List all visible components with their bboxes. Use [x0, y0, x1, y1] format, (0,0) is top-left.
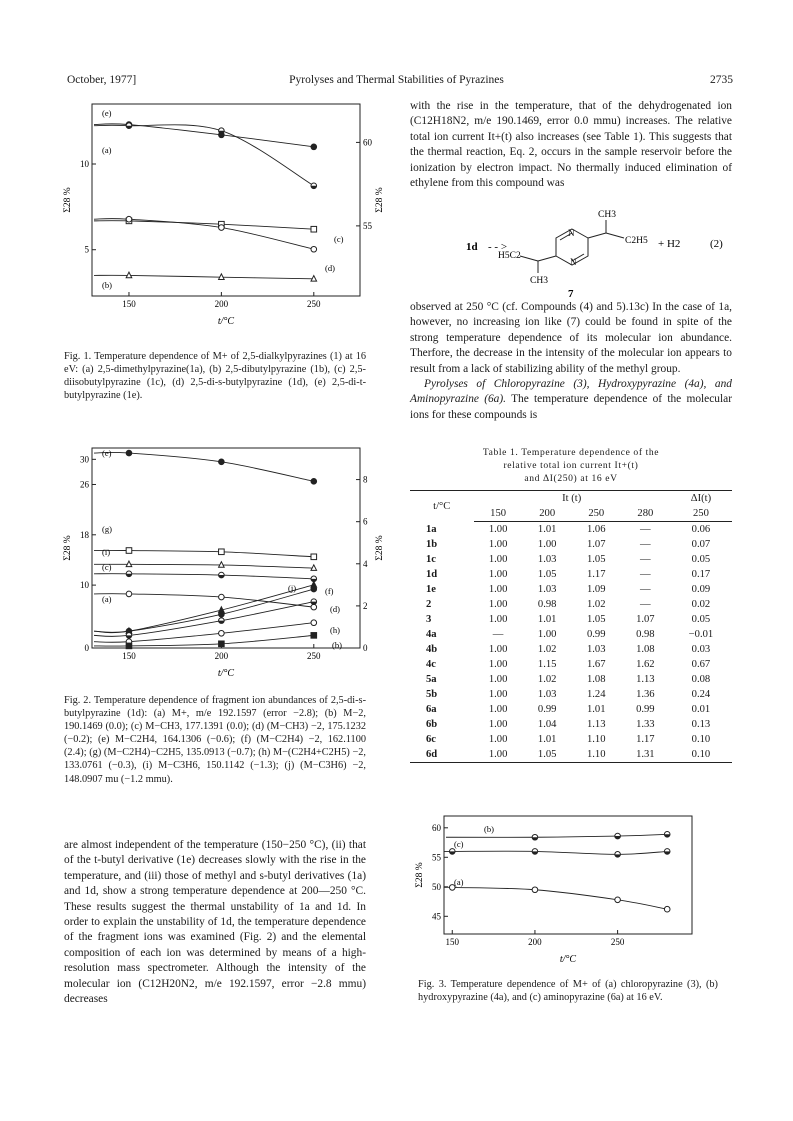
- series-label: (e): [102, 448, 112, 458]
- y-tick-label-left: 50: [432, 881, 441, 892]
- y-tick-label-right: 6: [363, 516, 368, 527]
- y-tick-label-right: 4: [363, 558, 368, 569]
- x-axis-label: t/°C: [217, 668, 235, 679]
- data-point: [311, 246, 317, 252]
- table-cell: 1.01: [537, 614, 557, 625]
- y-axis-label-left: Σ28 %: [63, 187, 73, 213]
- table-cell: 1.00: [488, 659, 508, 670]
- x-tick-label: 250: [610, 937, 625, 947]
- row-compound: 1c: [426, 554, 436, 565]
- table-cell: 1.05: [586, 614, 606, 625]
- y-tick-label-left: 5: [84, 244, 89, 255]
- series-line: [94, 452, 314, 481]
- row-compound: 6d: [410, 747, 474, 763]
- table-row: [410, 747, 732, 763]
- table-cell: 1.06: [586, 524, 606, 535]
- y-tick-label-left: 10: [80, 580, 89, 591]
- page-number: 2735: [710, 74, 733, 86]
- table-cell: 0.99: [586, 629, 606, 640]
- table-row: [410, 642, 732, 657]
- data-point: [219, 630, 225, 636]
- table-row: [410, 567, 732, 582]
- data-point: [311, 144, 317, 150]
- series-label: (a): [102, 145, 112, 155]
- table-1-body: [410, 522, 732, 763]
- table-row: [410, 687, 732, 702]
- row-compound: 1a: [426, 523, 437, 535]
- paragraph: with the rise in the temperature, that of the dehydrogenated ion (C12H18N2, m/e 190.1469, error 0.0 mmu) increases. The relative total ion current It+(t) also increases (see Table 1). This suggests that the thermal reaction, Eq. 2, occurs in the sample reservoir before the ionization by electron impact. No thermally induced elimination of ethylene from this compound was: [410, 100, 732, 190]
- data-point: [126, 643, 132, 649]
- table-cell: —: [640, 554, 651, 565]
- scheme-c2h5-right: C2H5: [625, 236, 648, 246]
- table-row: [410, 597, 732, 612]
- series-label: (b): [332, 640, 342, 650]
- table-cell: 1.07: [636, 614, 655, 625]
- table-cell: 1.04: [537, 719, 557, 730]
- x-tick-label: 250: [307, 299, 321, 309]
- plot-frame: [444, 816, 692, 934]
- scheme-arrow: - - >: [488, 241, 508, 253]
- data-point: [219, 612, 225, 618]
- series-label: (a): [102, 594, 112, 604]
- scheme-h5c2-left: H5C2: [498, 251, 521, 261]
- col-header-group: It (t): [474, 491, 670, 507]
- paragraph: [410, 377, 732, 423]
- table-cell: 1.00: [488, 719, 508, 730]
- table-cell: 1.03: [586, 644, 606, 655]
- table-row: [410, 627, 732, 642]
- series-label: (c): [102, 562, 112, 572]
- table-cell: 1.17: [586, 569, 606, 580]
- table-cell: 1.00: [537, 539, 557, 550]
- table-cell: 0.05: [691, 614, 711, 625]
- figure-2-caption: Fig. 2. Temperature dependence of fragment ion abundances of 2,5-di-s-butylpyrazine (1d): (a) M+, m/e 192.1597 (error −2.8); (b) M−2, 190.1469 (0.0); (c) M−CH3, 177.1391 (0.0); (d) (M−CH3) −2, 175.1232 (−0.2); (e) M−C2H4, 164.1306 (−0.6); (f) (M−C2H4) −2, 162.1100 (2.4); (g) (M−C2H4)−C2H5, 135.0913 (−0.7); (h) M−(C2H4+C2H5) −2, 133.0761 (−0.3), (i) M−C3H6, 150.1142 (−1.3); (j) (M−C3H6) −2, 148.0907 mu (−1.2 mmu).: [64, 695, 366, 785]
- data-point: [126, 272, 132, 278]
- series-line: [94, 125, 314, 186]
- table-cell: 0.98: [537, 599, 557, 610]
- table-cell: —: [640, 599, 651, 610]
- table-cell: 1.01: [537, 524, 557, 535]
- row-compound: 1e: [426, 584, 436, 595]
- col-header-temp: 200: [523, 506, 572, 522]
- data-point: [219, 594, 225, 600]
- x-tick-label: 200: [214, 299, 229, 309]
- y-tick-label-right: 60: [363, 137, 372, 148]
- table-cell: 1.03: [537, 554, 557, 565]
- y-tick-label-left: 60: [432, 822, 441, 833]
- x-tick-label: 250: [307, 651, 321, 661]
- table-cell: 0.09: [691, 584, 711, 595]
- right-column-text-middle: [410, 300, 732, 450]
- series-label: (d): [330, 604, 340, 614]
- table-cell: 1.02: [586, 599, 606, 610]
- table-cell: —: [492, 629, 504, 640]
- paragraph-text: The temperature dependence of the molecular ions for these compounds is: [410, 393, 732, 421]
- table-cell: 1.03: [537, 584, 557, 595]
- scheme-plus-h2: + H2: [658, 238, 681, 250]
- table-cell: 1.13: [636, 674, 655, 685]
- table-cell: 1.36: [636, 689, 655, 700]
- table-cell: 1.13: [586, 719, 606, 730]
- data-point: [311, 633, 317, 639]
- table-cell: —: [640, 584, 651, 595]
- data-point: [219, 225, 225, 231]
- table-cell: 1.01: [537, 734, 557, 745]
- row-compound: 4c: [426, 659, 436, 670]
- data-point: [311, 586, 317, 592]
- data-point: [126, 591, 132, 597]
- col-header-delta: ΔI(t): [670, 491, 732, 507]
- col-header-temp: 250: [572, 506, 621, 522]
- table-cell: 1.00: [488, 689, 508, 700]
- table-cell: 0.01: [691, 704, 711, 715]
- table-cell: 1.07: [586, 539, 606, 550]
- y-tick-label-left: 18: [80, 529, 89, 540]
- row-compound: 6b: [426, 719, 438, 730]
- table-row: [410, 672, 732, 687]
- x-tick-label: 150: [445, 937, 460, 947]
- col-header-temp: 150: [474, 506, 523, 522]
- row-compound: 5b: [426, 689, 438, 700]
- series-label: (e): [102, 108, 112, 118]
- section-heading: Pyrolyses of Chloropyrazine (3), Hydroxypyrazine (4a), and Aminopyrazine (6a).: [410, 378, 732, 406]
- y-axis-label-right: Σ28 %: [375, 535, 385, 561]
- table-row: [410, 522, 732, 538]
- table-cell: 0.13: [691, 719, 711, 730]
- table-row: [410, 537, 732, 552]
- scheme-eq-number: (2): [710, 238, 723, 250]
- table-cell: 1.10: [572, 747, 621, 763]
- y-tick-label-right: 8: [363, 474, 368, 485]
- row-compound: 4b: [426, 644, 438, 655]
- running-header-date: October, 1977]: [67, 74, 137, 86]
- data-point: [664, 906, 670, 912]
- table-row: [410, 582, 732, 597]
- table-cell: 0.98: [636, 629, 655, 640]
- table-title-line: relative total ion current It+(t): [503, 460, 639, 471]
- table-cell: 1.05: [537, 569, 557, 580]
- data-point: [219, 459, 225, 465]
- data-point: [615, 897, 621, 903]
- table-cell: —: [640, 569, 651, 580]
- table-cell: 0.99: [537, 704, 557, 715]
- table-cell: 1.33: [636, 719, 655, 730]
- table-cell: 1.01: [586, 704, 606, 715]
- table-cell: 1.03: [537, 689, 557, 700]
- row-compound: 6a: [426, 704, 437, 715]
- table-cell: —: [640, 539, 651, 550]
- x-tick-label: 200: [528, 937, 542, 947]
- data-point: [126, 561, 132, 567]
- table-cell: 1.00: [488, 524, 508, 535]
- series-label: (h): [330, 625, 340, 635]
- table-title-line: and ΔI(250) at 16 eV: [524, 473, 618, 484]
- x-tick-label: 150: [122, 299, 136, 309]
- series-label: (a): [454, 877, 464, 887]
- table-cell: 0.24: [691, 689, 711, 700]
- table-cell: 1.10: [586, 734, 606, 745]
- series-label: (b): [102, 280, 112, 290]
- table-cell: 1.17: [636, 734, 655, 745]
- table-cell: 1.00: [537, 629, 557, 640]
- reaction-scheme-eq2: [410, 205, 732, 300]
- table-cell: 1.00: [488, 599, 508, 610]
- table-row: [410, 702, 732, 717]
- data-point: [311, 554, 317, 560]
- figure-1-chart: [60, 96, 385, 346]
- table-cell: 1.15: [537, 659, 557, 670]
- series-label: (c): [454, 839, 464, 849]
- table-cell: 1.02: [537, 674, 557, 685]
- series-label: (b): [484, 824, 494, 834]
- table-cell: 1.67: [586, 659, 606, 670]
- table-cell: 1.00: [488, 584, 508, 595]
- series-label: (c): [334, 234, 344, 244]
- data-point: [311, 479, 317, 485]
- figure-3-caption: Fig. 3. Temperature dependence of M+ of (a) chloropyrazine (3), (b) hydroxypyrazine (4a), and (c) aminopyrazine (6a) at 16 eV.: [418, 979, 718, 1004]
- table-row: [410, 732, 732, 747]
- series-label: (g): [102, 524, 112, 534]
- table-cell: 1.31: [621, 747, 670, 763]
- ring-n-atom: N: [570, 257, 577, 267]
- figure-1-caption: Fig. 1. Temperature dependence of M+ of 2,5-dialkylpyrazines (1) at 16 eV: (a) 2,5-dimethylpyrazine(1a), (b) 2,5-dibutylpyrazine (1b), (c) 2,5-diisobutylpyrazine (1c), (d) 2,5-di-s-butylpyrazine (1d), (e) 2,5-di-t-butylpyrazine (1e).: [64, 351, 366, 402]
- table-cell: 0.06: [691, 524, 711, 535]
- table-cell: 1.00: [488, 734, 508, 745]
- x-tick-label: 150: [122, 651, 136, 661]
- paragraph: are almost independent of the temperature (150−250 °C), (ii) that of the t-butyl derivative (1e) decreases slowly with the rise in the temperature, and (iii) those of methyl and s-butyl derivatives (1a) and 1d, show a strong temperature dependence at 200—250 °C. These results suggest the thermal unstability of 1a and 1d. In order to explain the unstability of 1d, the temperature dependence of the fragment ions was examined (Fig. 2) and the elemental composition of each ion was determined by means of a high-resolution mass spectrometer. Although the intensity of the molecular ion (C12H20N2, m/e 192.1597, error −2.8 mmu) decreases: [64, 839, 366, 1006]
- x-axis-label: t/°C: [217, 316, 235, 327]
- x-tick-label: 200: [214, 651, 229, 661]
- data-point: [219, 549, 225, 555]
- table-cell: −0.01: [688, 629, 714, 640]
- y-tick-label-right: 2: [363, 600, 368, 611]
- data-point: [311, 226, 317, 232]
- paragraph: observed at 250 °C (cf. Compounds (4) and 5).13c) In the case of 1a, however, no increasing ion like (7) could be found in spite of the strong temperature dependence of its molecular ion abundance. Therfore, the decrease in the intensity of the molecular ion appears to result from a lack of stabilizing ability of the methyl group.: [410, 301, 732, 375]
- table-row: [410, 717, 732, 732]
- table-cell: 1.24: [586, 689, 606, 700]
- table-1-title: [410, 446, 732, 485]
- data-point: [219, 274, 225, 280]
- y-tick-label-left: 45: [432, 911, 441, 922]
- series-line: [446, 834, 667, 837]
- table-row: [410, 552, 732, 567]
- col-header-temp: 280: [621, 506, 670, 522]
- table-cell: 1.05: [586, 554, 606, 565]
- table-cell: 1.00: [488, 554, 508, 565]
- scheme-ch3-top: CH3: [598, 210, 616, 220]
- y-tick-label-right: 0: [363, 643, 368, 653]
- y-tick-label-left: 26: [80, 479, 89, 490]
- data-point: [219, 641, 225, 647]
- y-tick-label-left: 10: [80, 159, 89, 169]
- series-line: [444, 851, 667, 854]
- table-cell: 1.08: [586, 674, 606, 685]
- scheme-ch3-bottom: CH3: [530, 276, 548, 286]
- col-header-t: t/°C: [410, 491, 474, 522]
- row-compound: 1b: [426, 539, 438, 550]
- row-compound: 5a: [426, 674, 437, 685]
- row-compound: 1d: [426, 569, 438, 580]
- table-cell: 0.10: [670, 747, 732, 763]
- table-cell: 0.17: [691, 569, 711, 580]
- table-cell: 1.09: [586, 584, 606, 595]
- table-row: [410, 612, 732, 627]
- table-cell: 0.03: [691, 644, 711, 655]
- table-cell: 0.10: [691, 734, 711, 745]
- y-axis-label-right: Σ28 %: [375, 187, 385, 213]
- data-point: [311, 604, 317, 610]
- data-point: [126, 216, 132, 222]
- table-cell: 1.00: [488, 614, 508, 625]
- table-cell: 1.00: [474, 747, 523, 763]
- data-point: [219, 562, 225, 568]
- y-tick-label-left: 55: [432, 852, 441, 863]
- y-tick-label-right: 55: [363, 220, 372, 231]
- y-axis-label-left: Σ28 %: [415, 862, 425, 888]
- row-compound: 6c: [426, 734, 436, 745]
- scheme-product-number: 7: [568, 288, 574, 300]
- x-axis-label: t/°C: [559, 954, 577, 965]
- data-point: [532, 887, 538, 893]
- row-compound: 3: [426, 614, 432, 625]
- running-header-title: Pyrolyses and Thermal Stabilities of Pyrazines: [289, 74, 504, 86]
- table-cell: 0.67: [691, 659, 711, 670]
- scheme-reactant: 1d: [466, 241, 478, 253]
- table-cell: 1.05: [523, 747, 572, 763]
- table-cell: —: [640, 524, 651, 535]
- table-cell: 1.02: [537, 644, 557, 655]
- table-cell: 1.00: [488, 569, 508, 580]
- ring-n-atom: N: [568, 228, 575, 238]
- data-point: [311, 620, 317, 626]
- table-title-line: Table 1. Temperature dependence of the: [482, 447, 660, 458]
- data-point: [126, 548, 132, 554]
- y-tick-label-left: 30: [80, 454, 89, 465]
- table-cell: 0.07: [691, 539, 711, 550]
- table-cell: 0.02: [691, 599, 711, 610]
- data-point: [311, 276, 317, 282]
- y-tick-label-left: 0: [84, 643, 89, 653]
- table-cell: 1.00: [488, 704, 508, 715]
- series-line: [444, 887, 667, 909]
- table-cell: 1.08: [636, 644, 655, 655]
- table-cell: 0.99: [636, 704, 655, 715]
- figure-3-chart: [410, 810, 710, 970]
- series-label: (d): [325, 263, 335, 273]
- table-1: [410, 490, 732, 763]
- table-cell: 1.00: [488, 674, 508, 685]
- left-column-text: [64, 838, 366, 1018]
- table-cell: 1.00: [488, 644, 508, 655]
- table-cell: 1.00: [488, 539, 508, 550]
- table-cell: 1.62: [636, 659, 655, 670]
- row-compound: 4a: [426, 629, 437, 640]
- table-row: [410, 657, 732, 672]
- table-cell: 0.08: [691, 674, 711, 685]
- data-point: [126, 450, 132, 456]
- series-label: (i): [102, 547, 111, 557]
- figure-2-chart: [60, 440, 385, 690]
- table-cell: 0.05: [691, 554, 711, 565]
- col-header-temp: 250: [670, 506, 732, 522]
- row-compound: 2: [426, 599, 432, 610]
- series-label: (j): [288, 583, 297, 593]
- series-label: (f): [325, 586, 334, 596]
- y-axis-label-left: Σ28 %: [63, 535, 73, 561]
